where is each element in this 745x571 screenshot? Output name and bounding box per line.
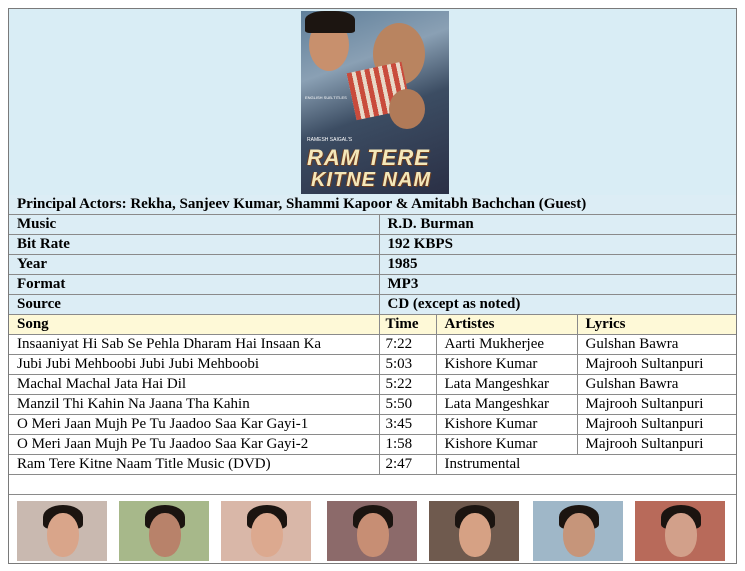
song-time: 5:50 bbox=[379, 395, 436, 415]
principal-actors: Principal Actors: Rekha, Sanjeev Kumar, Shammi Kapoor & Amitabh Bachchan (Guest) bbox=[9, 195, 736, 215]
song-artistes: Kishore Kumar bbox=[436, 355, 577, 375]
poster-presents-text: RAMESH SAIGAL'S bbox=[307, 137, 353, 143]
detail-value: 1985 bbox=[379, 255, 736, 275]
still-2-image bbox=[119, 501, 209, 561]
song-artistes: Kishore Kumar bbox=[436, 435, 577, 455]
song-title: O Meri Jaan Mujh Pe Tu Jaadoo Saa Kar Gayi-1 bbox=[9, 415, 379, 435]
still-6-image bbox=[533, 501, 623, 561]
song-lyrics: Majrooh Sultanpuri bbox=[577, 355, 736, 375]
album-info-table bbox=[9, 195, 736, 495]
song-title: Manzil Thi Kahin Na Jaana Tha Kahin bbox=[9, 395, 379, 415]
song-artistes: Kishore Kumar bbox=[436, 415, 577, 435]
detail-label: Source bbox=[9, 295, 379, 315]
column-header-song: Song bbox=[9, 315, 379, 335]
detail-value: R.D. Burman bbox=[379, 215, 736, 235]
still-7-image bbox=[635, 501, 725, 561]
song-time: 2:47 bbox=[379, 455, 436, 475]
song-time: 3:45 bbox=[379, 415, 436, 435]
detail-label: Bit Rate bbox=[9, 235, 379, 255]
poster-subtitle-note: ENGLISH SUB-TITLES bbox=[305, 95, 347, 100]
detail-label: Year bbox=[9, 255, 379, 275]
song-row bbox=[9, 435, 736, 455]
column-header-artistes: Artistes bbox=[436, 315, 577, 335]
still-3-image bbox=[221, 501, 311, 561]
song-title: Jubi Jubi Mehboobi Jubi Jubi Mehboobi bbox=[9, 355, 379, 375]
song-lyrics: Majrooh Sultanpuri bbox=[577, 395, 736, 415]
song-time: 5:03 bbox=[379, 355, 436, 375]
song-artistes: Aarti Mukherjee bbox=[436, 335, 577, 355]
song-table-header bbox=[9, 315, 736, 335]
still-1-image bbox=[17, 501, 107, 561]
song-artistes: Instrumental bbox=[436, 455, 736, 475]
detail-label: Music bbox=[9, 215, 379, 235]
song-lyrics: Majrooh Sultanpuri bbox=[577, 435, 736, 455]
song-lyrics: Gulshan Bawra bbox=[577, 335, 736, 355]
poster-title-line2: KITNE NAM bbox=[311, 169, 432, 191]
song-row bbox=[9, 335, 736, 355]
song-row bbox=[9, 395, 736, 415]
song-title: Insaaniyat Hi Sab Se Pehla Dharam Hai Insaan Ka bbox=[9, 335, 379, 355]
song-time: 5:22 bbox=[379, 375, 436, 395]
song-time: 1:58 bbox=[379, 435, 436, 455]
poster-title-line1: RAM TERE bbox=[307, 145, 430, 170]
song-time: 7:22 bbox=[379, 335, 436, 355]
detail-value: 192 KBPS bbox=[379, 235, 736, 255]
poster-row bbox=[9, 9, 736, 196]
still-5-image bbox=[429, 501, 519, 561]
song-title: Ram Tere Kitne Naam Title Music (DVD) bbox=[9, 455, 379, 475]
detail-label: Format bbox=[9, 275, 379, 295]
detail-value: CD (except as noted) bbox=[379, 295, 736, 315]
song-row bbox=[9, 415, 736, 435]
song-artistes: Lata Mangeshkar bbox=[436, 395, 577, 415]
song-artistes: Lata Mangeshkar bbox=[436, 375, 577, 395]
album-info-frame bbox=[8, 8, 737, 564]
song-row bbox=[9, 375, 736, 395]
song-row bbox=[9, 355, 736, 375]
song-title: O Meri Jaan Mujh Pe Tu Jaadoo Saa Kar Gayi-2 bbox=[9, 435, 379, 455]
song-title: Machal Machal Jata Hai Dil bbox=[9, 375, 379, 395]
still-4-image bbox=[327, 501, 417, 561]
table-spacer-row bbox=[9, 475, 736, 495]
detail-value: MP3 bbox=[379, 275, 736, 295]
movie-stills-strip bbox=[9, 499, 736, 563]
song-row bbox=[9, 455, 736, 475]
column-header-lyrics: Lyrics bbox=[577, 315, 736, 335]
song-lyrics: Gulshan Bawra bbox=[577, 375, 736, 395]
song-lyrics: Majrooh Sultanpuri bbox=[577, 415, 736, 435]
movie-poster-image bbox=[301, 11, 449, 194]
column-header-time: Time bbox=[379, 315, 436, 335]
